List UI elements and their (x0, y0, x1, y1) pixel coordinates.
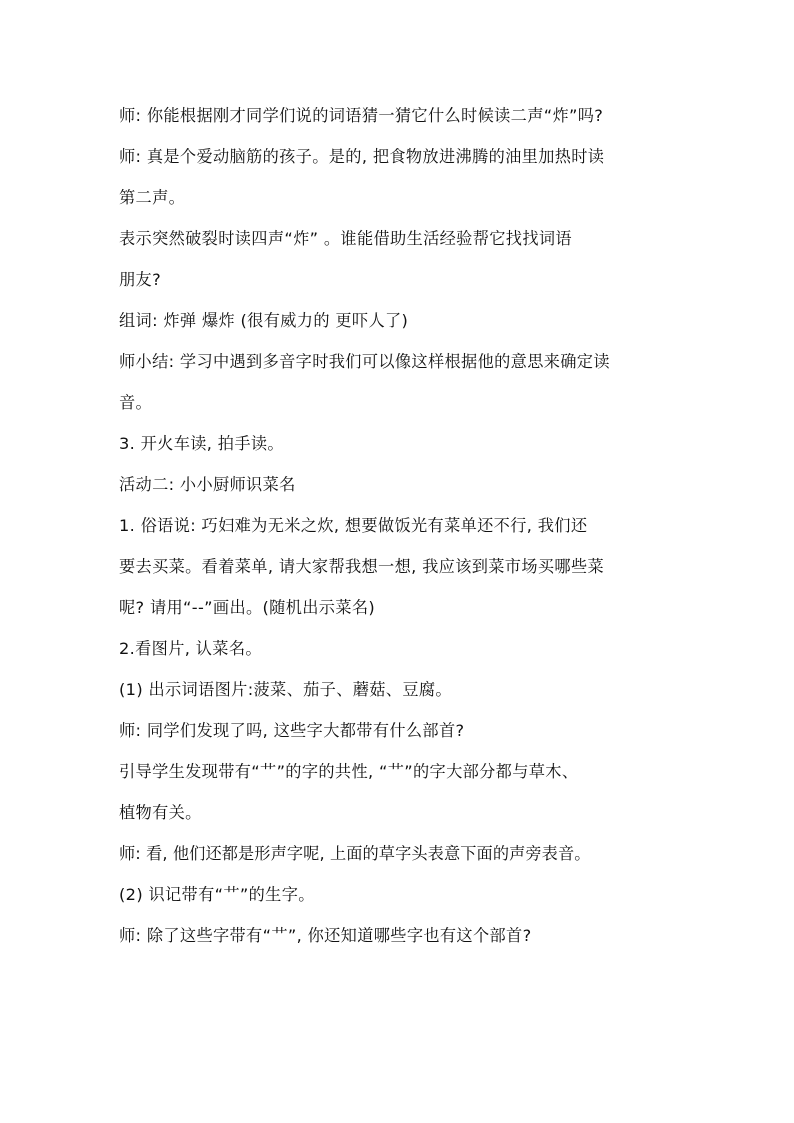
text-line-19: 师: 看, 他们还都是形声字呢, 上面的草字头表意下面的声旁表音。 (119, 844, 591, 863)
text-line-9: 3. 开火车读, 拍手读。 (119, 434, 284, 453)
text-line-13: 呢? 请用“--”画出。(随机出示菜名) (119, 598, 376, 617)
text-line-15: (1) 出示词语图片:菠菜、茄子、蘑菇、豆腐。 (119, 680, 452, 699)
text-line-1: 师: 你能根据刚才同学们说的词语猜一猜它什么时候读二声“炸”吗? (119, 106, 604, 125)
text-line-5: 朋友? (119, 270, 162, 289)
text-line-12: 要去买菜。看着菜单, 请大家帮我想一想, 我应该到菜市场买哪些菜 (119, 557, 605, 576)
text-line-8: 音。 (119, 393, 153, 412)
text-line-4: 表示突然破裂时读四声“炸” 。谁能借助生活经验帮它找找词语 (119, 229, 572, 248)
text-line-7: 师小结: 学习中遇到多音字时我们可以像这样根据他的意思来确定读 (119, 352, 610, 371)
text-line-20: (2) 识记带有“艹”的生字。 (119, 885, 315, 904)
text-line-10: 活动二: 小小厨师识菜名 (119, 475, 296, 494)
text-line-17: 引导学生发现带有“艹”的字的共性, “艹”的字大部分都与草木、 (119, 762, 579, 781)
text-line-21: 师: 除了这些字带有“艹”, 你还知道哪些字也有这个部首? (119, 926, 532, 945)
text-line-14: 2.看图片, 认菜名。 (119, 639, 262, 658)
lesson-text (119, 104, 689, 965)
text-line-3: 第二声。 (119, 188, 186, 207)
text-line-16: 师: 同学们发现了吗, 这些字大都带有什么部首? (119, 721, 465, 740)
text-line-2: 师: 真是个爱动脑筋的孩子。是的, 把食物放进沸腾的油里加热时读 (119, 147, 605, 166)
text-line-6: 组词: 炸弹 爆炸 (很有威力的 更吓人了) (119, 311, 409, 330)
text-line-18: 植物有关。 (119, 803, 202, 822)
text-line-11: 1. 俗语说: 巧妇难为无米之炊, 想要做饭光有菜单还不行, 我们还 (119, 516, 588, 535)
